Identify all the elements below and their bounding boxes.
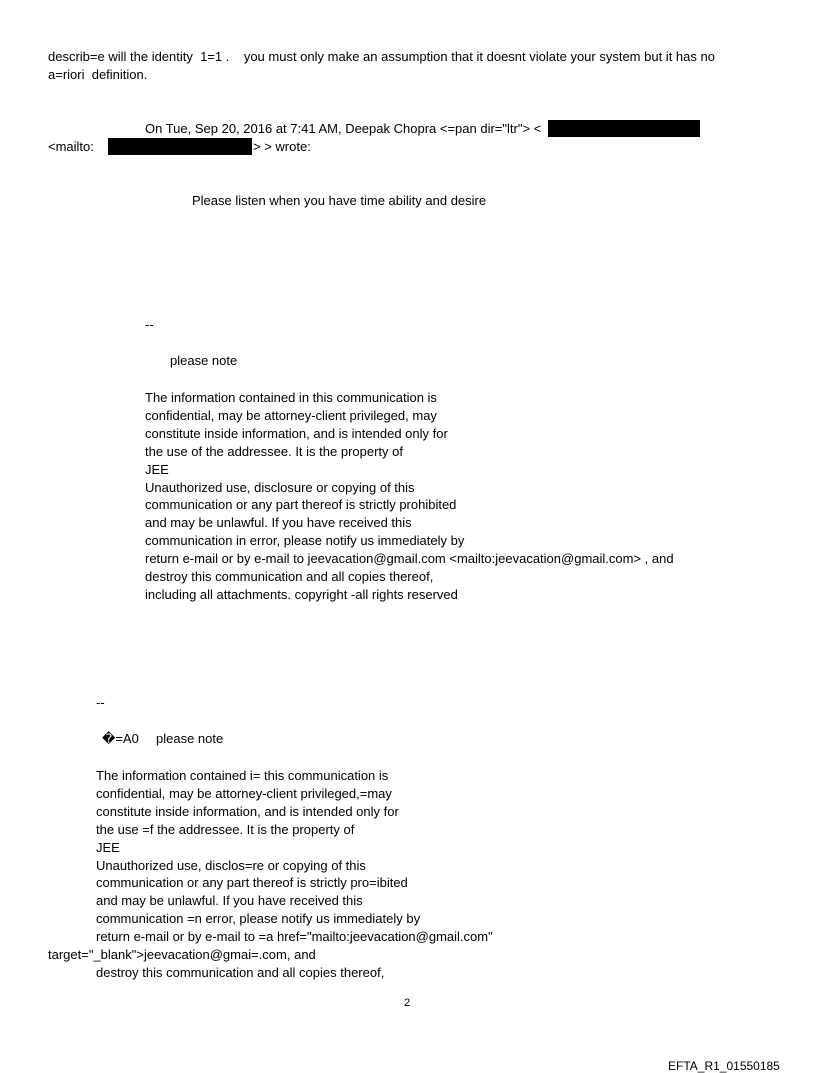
signature-separator: --: [145, 317, 154, 332]
signature-separator-2: --: [96, 695, 105, 710]
document-id: EFTA_R1_01550185: [668, 1059, 780, 1073]
disclaimer-line: Unauthorized use, disclosure or copying of this: [145, 479, 415, 495]
quote-header-mailto-prefix: <mailto:: [48, 139, 94, 154]
redaction-bar: [548, 120, 700, 137]
disclaimer-line: and may be unlawful. If you have received this: [96, 893, 363, 909]
disclaimer-line: the use of the addressee. It is the property of: [145, 443, 403, 459]
disclaimer-line: communication or any part thereof is strictly prohibited: [145, 497, 457, 513]
signature-disclaimer-2: [96, 767, 493, 946]
disclaimer-line: return e-mail or by e-mail to jeevacation@gmail.com <mailto:jeevacation@gmail.com> , and: [145, 551, 674, 567]
disclaimer-line: constitute inside information, and is intended only for: [96, 803, 399, 819]
disclaimer-line: JEE: [96, 839, 120, 855]
disclaimer-line: confidential, may be attorney-client privileged,=may: [96, 785, 392, 801]
disclaimer-line: confidential, may be attorney-client privileged, may: [145, 407, 437, 423]
disclaimer-line: The information contained in this communication is: [145, 390, 437, 405]
disclaimer-line: return e-mail or by e-mail to =a href="mailto:jeevacation@gmail.com": [96, 929, 493, 945]
disclaimer-line: The information contained i= this communication is: [96, 768, 389, 783]
disclaimer-line: including all attachments. copyright -all rights reserved: [145, 586, 458, 602]
body-line-1: describ=e will the identity 1=1 . you must only make an assumption that it doesnt violate your system but it has no: [48, 49, 715, 64]
disclaimer-line: destroy this communication and all copies thereof,: [145, 569, 434, 585]
disclaimer-line: communication in error, please notify us immediately by: [145, 533, 465, 549]
redaction-bar: [108, 138, 252, 155]
disclaimer-line: Unauthorized use, disclos=re or copying of this: [96, 857, 366, 873]
quote-header-wrote: > > wrote:: [253, 139, 311, 154]
disclaimer-wrap-line: target="_blank">jeevacation@gmai=.com, and: [48, 947, 316, 962]
disclaimer-line: communication =n error, please notify us immediately by: [96, 911, 421, 927]
signature-note-2: please note: [156, 731, 224, 746]
disclaimer-line: the use =f the addressee. It is the property of: [96, 821, 355, 837]
page-number: 2: [404, 997, 411, 1009]
disclaimer-line: communication or any part thereof is strictly pro=ibited: [96, 875, 408, 891]
quote-header-line-1: On Tue, Sep 20, 2016 at 7:41 AM, Deepak Chopra <=pan dir="ltr"> <: [145, 121, 542, 136]
disclaimer-line: JEE: [145, 461, 169, 477]
signature-note-prefix: �=A0: [102, 731, 139, 746]
signature-note: please note: [170, 353, 238, 368]
disclaimer-line: and may be unlawful. If you have received this: [145, 515, 412, 531]
disclaimer-line: constitute inside information, and is intended only for: [145, 425, 448, 441]
quoted-message: Please listen when you have time ability and desire: [192, 193, 487, 208]
disclaimer-last-line: destroy this communication and all copies thereof,: [96, 965, 385, 980]
body-line-2: a=riori definition.: [48, 67, 148, 82]
signature-disclaimer: [145, 389, 674, 604]
